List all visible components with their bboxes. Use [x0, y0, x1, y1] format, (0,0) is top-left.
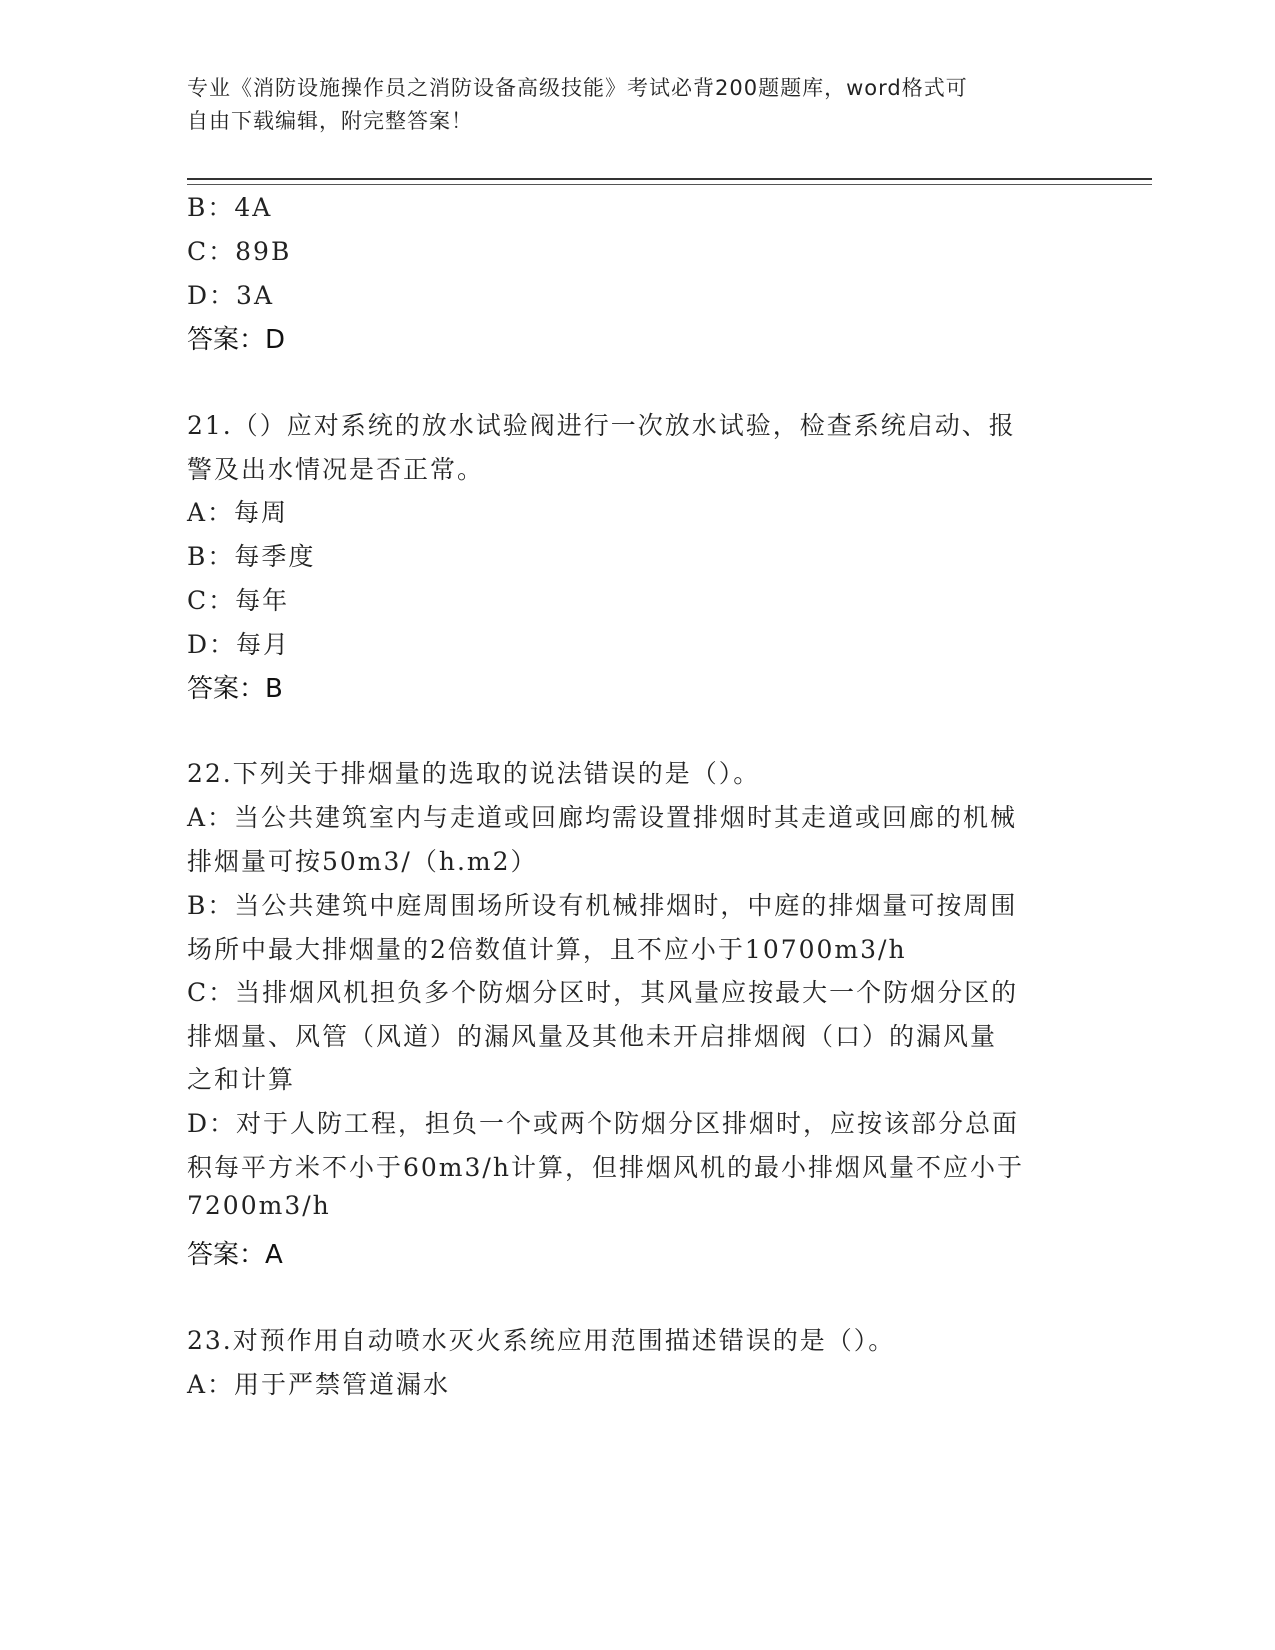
prev-option-d: D：3A — [187, 281, 275, 310]
q22-option-c-line-3: 之和计算 — [187, 1065, 296, 1094]
q21-option-c: C：每年 — [187, 586, 290, 615]
q21-option-d: D：每月 — [187, 630, 291, 659]
q22-option-c-line-2: 排烟量、风管（风道）的漏风量及其他未开启排烟阀（口）的漏风量 — [187, 1022, 998, 1051]
q22-option-d-line-3: 7200m3/h — [187, 1191, 331, 1220]
header-line-1: 专业《消防设施操作员之消防设备高级技能》考试必背200题题库，word格式可 — [187, 76, 968, 100]
prev-option-b: B：4A — [187, 193, 273, 222]
q22-stem: 22.下列关于排烟量的选取的说法错误的是（）。 — [187, 759, 761, 788]
q21-stem-line-2: 警及出水情况是否正常。 — [187, 455, 485, 484]
q23-stem: 23.对预作用自动喷水灭火系统应用范围描述错误的是（）。 — [187, 1326, 896, 1355]
q23-option-a: A：用于严禁管道漏水 — [187, 1370, 451, 1399]
q22-option-b-line-2: 场所中最大排烟量的2倍数值计算，且不应小于10700m3/h — [187, 935, 907, 964]
q22-option-a-line-1: A：当公共建筑室内与走道或回廊均需设置排烟时其走道或回廊的机械 — [187, 803, 1018, 832]
q21-stem-line-1: 21.（）应对系统的放水试验阀进行一次放水试验，检查系统启动、报 — [187, 411, 1016, 440]
q22-option-d-line-2: 积每平方米不小于60m3/h计算，但排烟风机的最小排烟风量不应小于 — [187, 1153, 1024, 1182]
q21-answer: 答案：B — [187, 674, 283, 704]
q22-option-b-line-1: B：当公共建筑中庭周围场所设有机械排烟时，中庭的排烟量可按周围 — [187, 891, 1018, 920]
prev-answer: 答案：D — [187, 325, 286, 355]
q22-option-c-line-1: C：当排烟风机担负多个防烟分区时，其风量应按最大一个防烟分区的 — [187, 978, 1019, 1007]
document-header — [187, 72, 1087, 138]
q22-option-d-line-1: D：对于人防工程，担负一个或两个防烟分区排烟时，应按该部分总面 — [187, 1109, 1020, 1138]
header-line-2: 自由下载编辑，附完整答案！ — [187, 109, 473, 133]
q21-option-a: A：每周 — [187, 498, 289, 527]
q21-option-b: B：每季度 — [187, 542, 316, 571]
header-divider-thick — [187, 178, 1152, 180]
prev-option-c: C：89B — [187, 237, 292, 266]
q22-answer: 答案：A — [187, 1240, 283, 1270]
header-divider-thin — [187, 184, 1152, 185]
q22-option-a-line-2: 排烟量可按50m3/（h.m2） — [187, 847, 538, 876]
